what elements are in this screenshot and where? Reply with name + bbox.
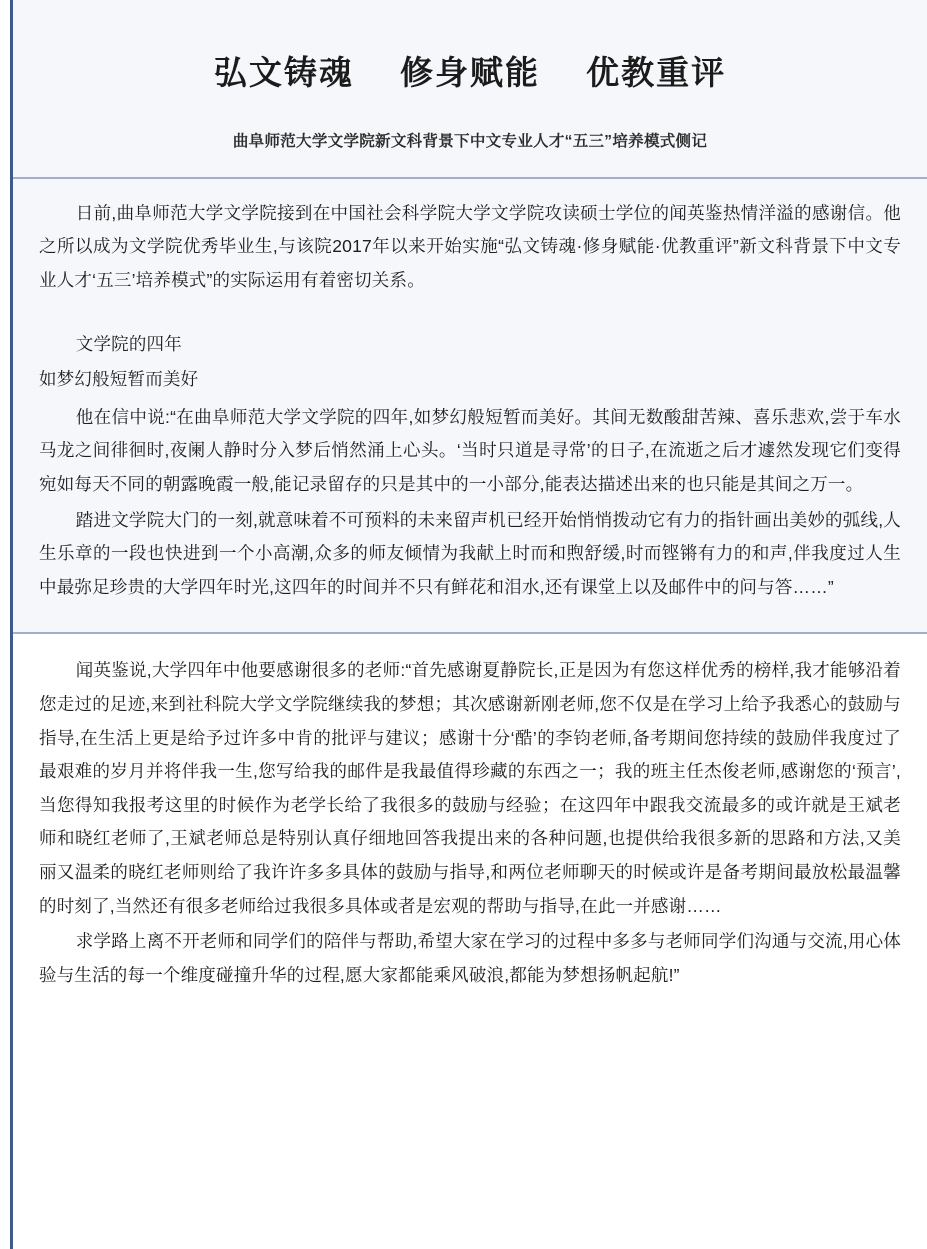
page-subtitle: 曲阜师范大学文学院新文科背景下中文专业人才“五三”培养模式侧记	[232, 132, 708, 150]
paragraph: 求学路上离不开老师和同学们的陪伴与帮助,希望大家在学习的过程中多多与老师同学们沟通与交流,用心体验与生活的每一个维度碰撞升华的过程,愿大家都能乘风破浪,都能为梦想扬帆起航!”	[39, 931, 901, 985]
section-thanks	[13, 634, 927, 1018]
document-header	[13, 0, 927, 179]
left-accent-rule	[10, 0, 13, 1249]
subheading-line-2: 如梦幻般短暂而美好	[39, 369, 199, 390]
paragraph: 闻英鉴说,大学四年中他要感谢很多的老师:“首先感谢夏静院长,正是因为有您这样优秀的榜样,我才能够沿着您走过的足迹,来到社科院大学文学院继续我的梦想；其次感谢新刚老师,您不仅是在学习上给予我悉心的鼓励与指导,在生活上更是给予过许多中肯的批评与建议；感谢十分‘酷’的李钧老师,备考期间您持续的鼓励伴我度过了最艰难的岁月并将伴我一生,您写给我的邮件是我最值得珍藏的东西之一；我的班主任杰俊老师,感谢您的‘预言’,当您得知我报考这里的时候作为老学长给了我很多的鼓励与经验；在这四年中跟我交流最多的或许就是王斌老师和晓红老师了,王斌老师总是特别认真仔细地回答我提出来的各种问题,也提供给我很多新的思路和方法,又美丽又温柔的晓红老师则给了我许许多多具体的鼓励与指导,和两位老师聊天的时候或许是备考期间最放松最温馨的时刻了,当然还有很多老师给过我很多具体或者是宏观的帮助与指导,在此一并感谢……	[39, 660, 901, 916]
section-intro	[13, 179, 927, 635]
page-title: 弘文铸魂 修身赋能 优教重评	[213, 54, 727, 91]
subheading-line-1: 文学院的四年	[75, 333, 182, 354]
paragraph: 他在信中说:“在曲阜师范大学文学院的四年,如梦幻般短暂而美好。其间无数酸甜苦辣、喜乐悲欢,尝于车水马龙之间徘徊时,夜阑人静时分入梦后悄然涌上心头。‘当时只道是寻常’的日子,在流逝之后才遽然发现它们变得宛如每天不同的朝露晚霞一般,能记录留存的只是其中的一小部分,能表达描述出来的也只能是其间之万一。	[39, 406, 901, 495]
document-content	[13, 0, 927, 1018]
paragraph: 日前,曲阜师范大学文学院接到在中国社会科学院大学文学院攻读硕士学位的闻英鉴热情洋溢的感谢信。他之所以成为文学院优秀毕业生,与该院2017年以来开始实施“弘文铸魂·修身赋能·优教重评”新文科背景下中文专业人才‘五三’培养模式”的实际运用有着密切关系。	[39, 202, 901, 291]
paragraph: 踏进文学院大门的一刻,就意味着不可预料的未来留声机已经开始悄悄拨动它有力的指针画出美妙的弧线,人生乐章的一段也快进到一个小高潮,众多的师友倾情为我献上时而和煦舒缓,时而铿锵有力的和声,伴我度过人生中最弥足珍贵的大学四年时光,这四年的时间并不只有鲜花和泪水,还有课堂上以及邮件中的问与答……”	[39, 509, 901, 597]
